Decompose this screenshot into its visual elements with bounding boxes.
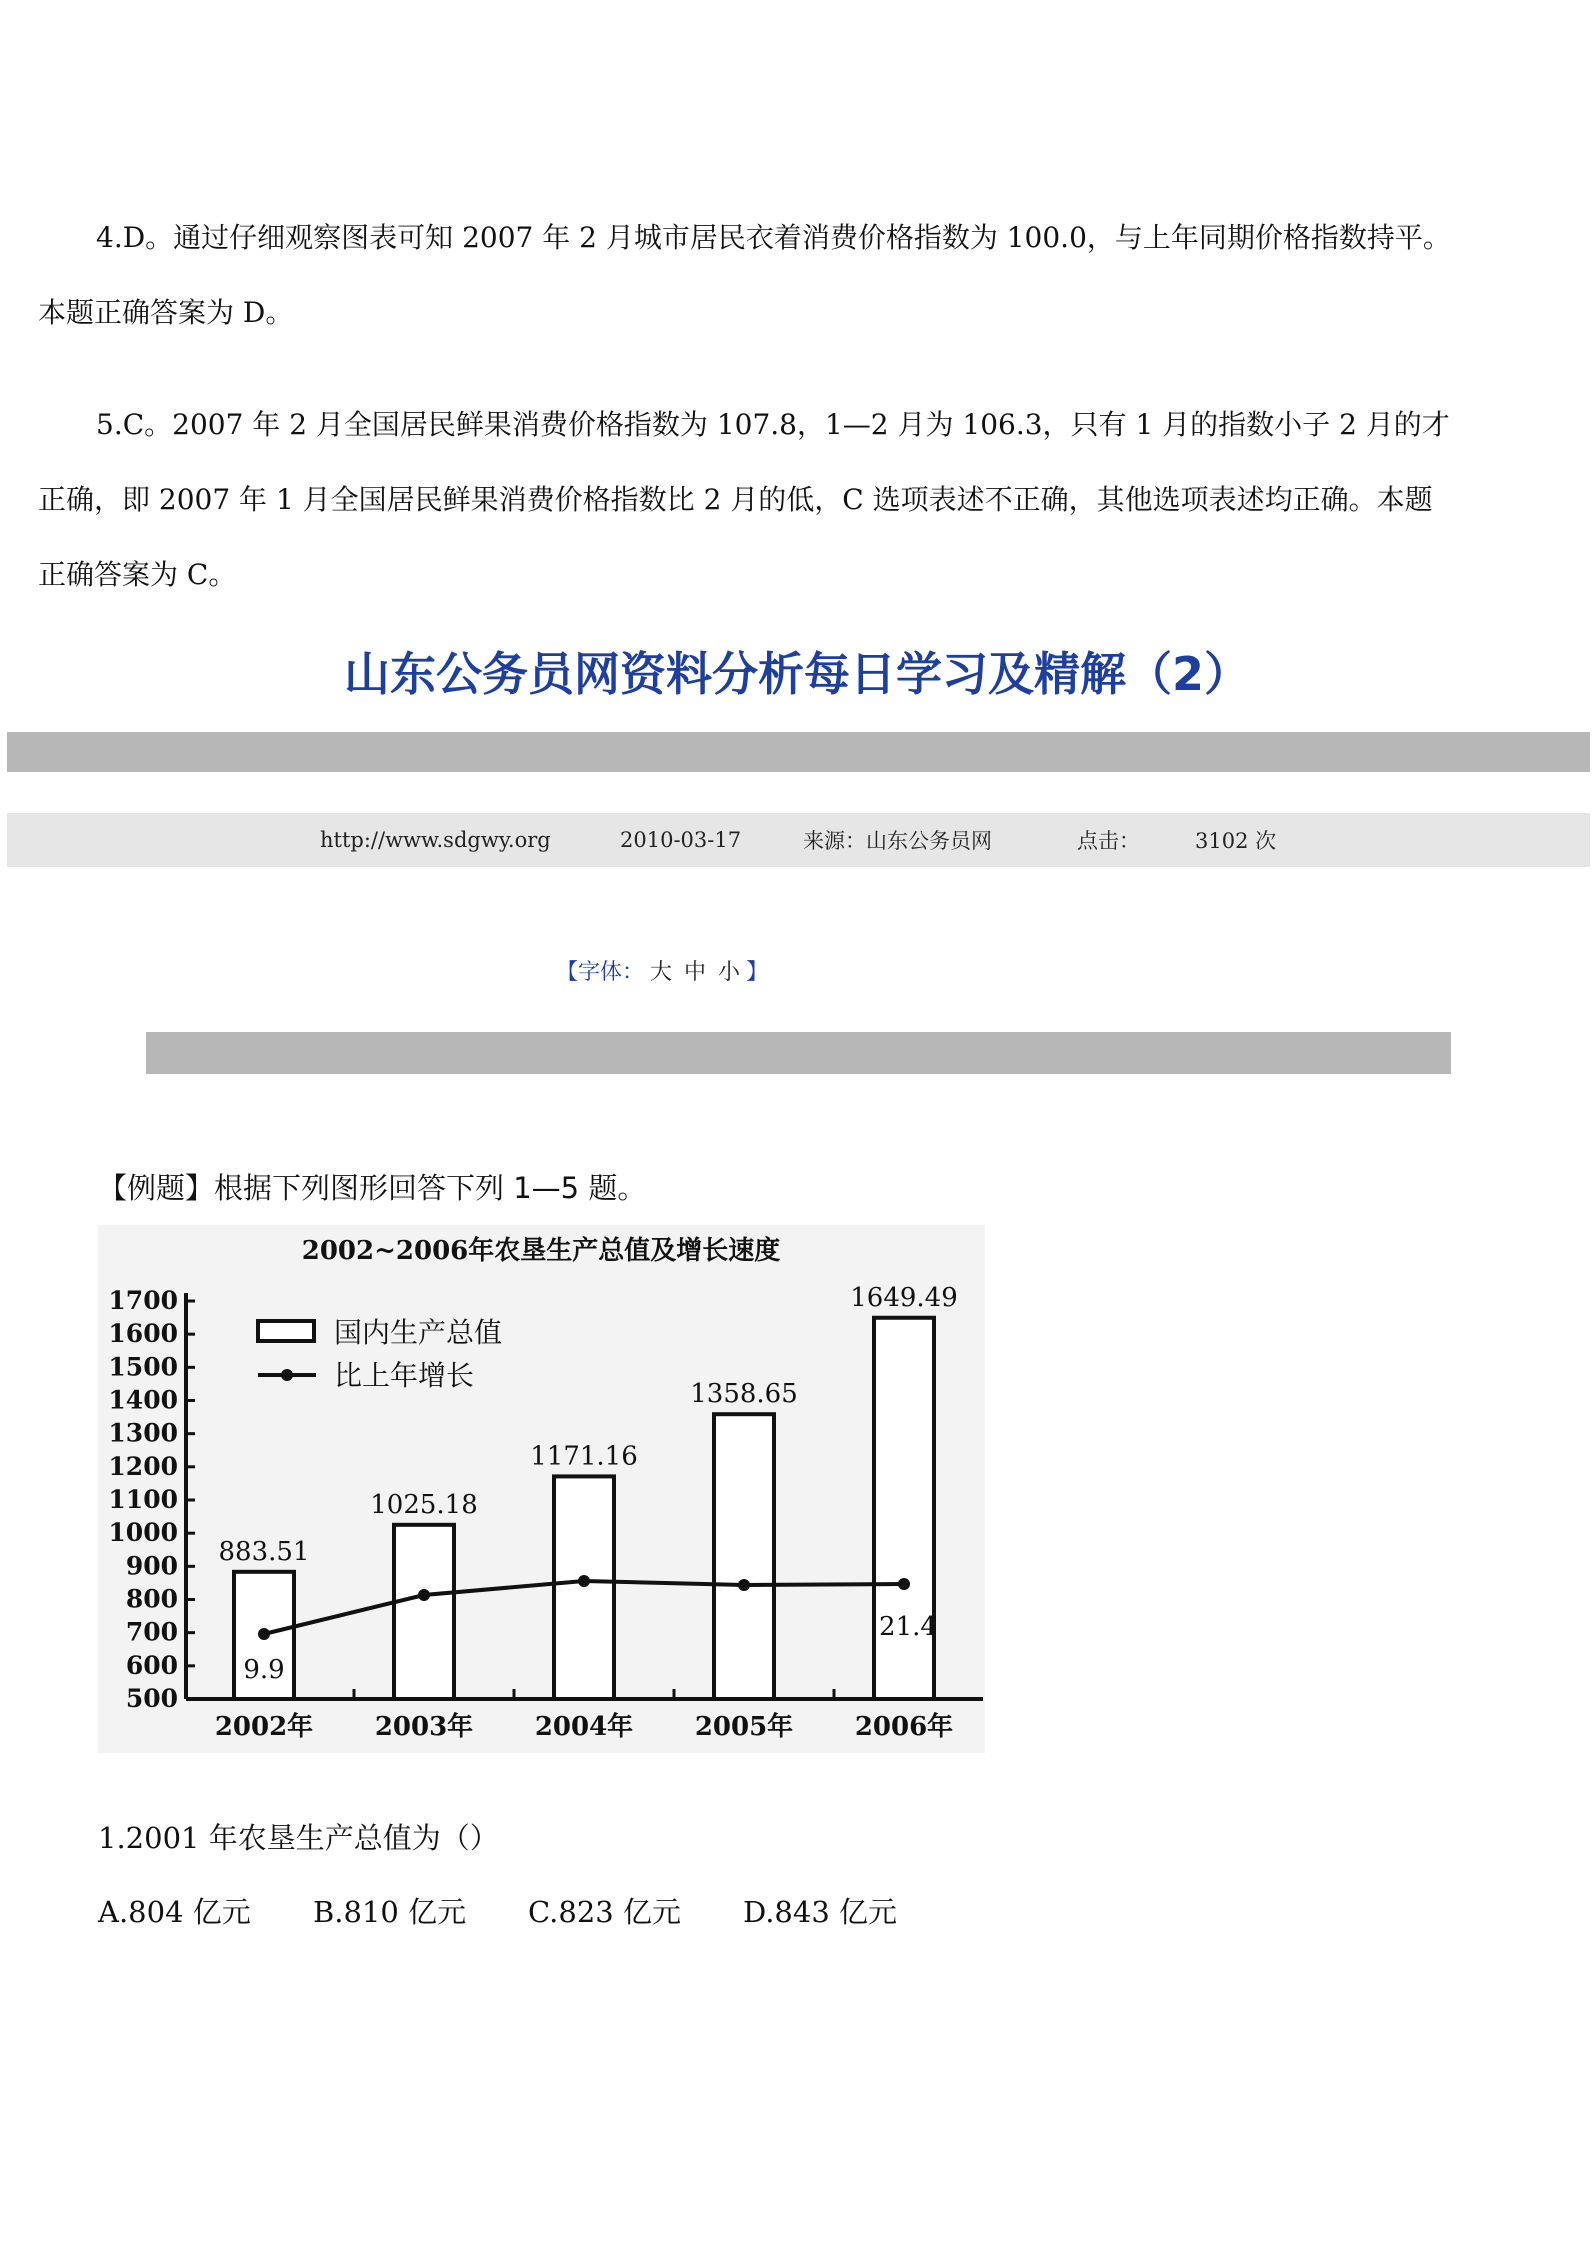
font-size-large-link[interactable]: 大 [650,960,673,985]
font-size-small-link[interactable]: 小 [718,960,741,985]
answer-5 [38,387,1558,612]
bar-value-label: 1025.18 [370,1489,478,1520]
bar-value-label: 1649.49 [850,1282,958,1313]
answer-5-line2: 正确，即 2007 年 1 月全国居民鲜果消费价格指数比 2 月的低，C 选项表述不正确，其他选项表述均正确。本题 [38,483,1433,516]
x-tick-label: 2005年 [694,1712,794,1742]
article-clicks-label: 点击： [1077,829,1140,853]
y-tick-label: 1700 [108,1286,178,1315]
y-tick-label: 1100 [108,1485,178,1514]
y-tick-label: 1400 [108,1385,178,1415]
legend-line-label: 比上年增长 [334,1359,475,1392]
growth-point [258,1628,270,1640]
x-tick-label: 2003年 [374,1712,474,1742]
legend-line-marker [281,1369,293,1381]
growth-label: 21.4 [879,1612,937,1642]
chart-figure [98,1225,985,1753]
option-b[interactable]: B.810 亿元 [313,1895,467,1929]
answer-4 [38,200,1558,350]
option-d[interactable]: D.843 亿元 [743,1895,898,1929]
growth-point [738,1579,750,1591]
article-title: 山东公务员网资料分析每日学习及精解（2） [343,647,1250,701]
x-tick-label: 2002年 [214,1712,314,1742]
y-tick-label: 1500 [108,1352,178,1382]
font-size-suffix: 】 [746,960,769,985]
answer-4-line1: 4.D。通过仔细观察图表可知 2007 年 2 月城市居民衣着消费价格指数为 100.0，与上年同期价格指数持平。 [96,221,1451,254]
bar-value-label: 1358.65 [690,1379,798,1410]
article-meta-bar [7,813,1590,867]
x-tick-label: 2004年 [534,1712,634,1742]
y-tick-label: 1200 [108,1451,178,1481]
y-tick-label: 1600 [108,1319,178,1349]
article-date: 2010-03-17 [620,828,742,852]
chart-svg [98,1225,985,1753]
option-c[interactable]: C.823 亿元 [528,1895,681,1929]
bar-value-label: 883.51 [218,1536,310,1567]
answer-5-line1: 5.C。2007 年 2 月全国居民鲜果消费价格指数为 107.8，1—2 月为 106.3，只有 1 月的指数小子 2 月的才 [96,408,1450,441]
y-tick-label: 600 [125,1650,178,1680]
legend-bar-swatch [258,1321,314,1341]
x-tick-label: 2006年 [854,1712,954,1742]
growth-point [898,1578,910,1590]
article-source: 来源：山东公务员网 [803,829,992,853]
y-tick-label: 900 [125,1551,178,1581]
y-tick-label: 800 [125,1584,178,1614]
legend-bar-label: 国内生产总值 [334,1316,503,1349]
answer-4-line2: 本题正确答案为 D。 [38,296,294,329]
growth-point [578,1575,590,1587]
example-intro: 【例题】根据下列图形回答下列 1—5 题。 [98,1171,647,1205]
bar [554,1476,614,1699]
growth-label: 9.9 [243,1655,285,1685]
bar-value-label: 1171.16 [530,1441,638,1472]
font-size-prefix: 【字体： [556,960,645,985]
question-1-text: 1.2001 年农垦生产总值为（） [98,1821,499,1855]
y-tick-label: 700 [125,1617,178,1647]
y-tick-label: 1300 [108,1418,178,1448]
font-size-medium-link[interactable]: 中 [684,960,707,985]
article-clicks-value: 3102 次 [1195,829,1277,853]
y-tick-label: 500 [125,1684,178,1713]
bar [714,1414,774,1699]
article-url-link[interactable]: http://www.sdgwy.org [320,828,551,852]
y-tick-label: 1000 [108,1518,178,1548]
font-size-selector [556,955,768,986]
chart-title: 2002~2006年农垦生产总值及增长速度 [301,1236,781,1266]
divider-bar-bottom [146,1032,1451,1074]
bar [394,1525,454,1699]
divider-bar-top [7,732,1590,772]
answer-5-line3: 正确答案为 C。 [38,558,237,591]
growth-point [418,1589,430,1601]
option-a[interactable]: A.804 亿元 [98,1895,251,1929]
